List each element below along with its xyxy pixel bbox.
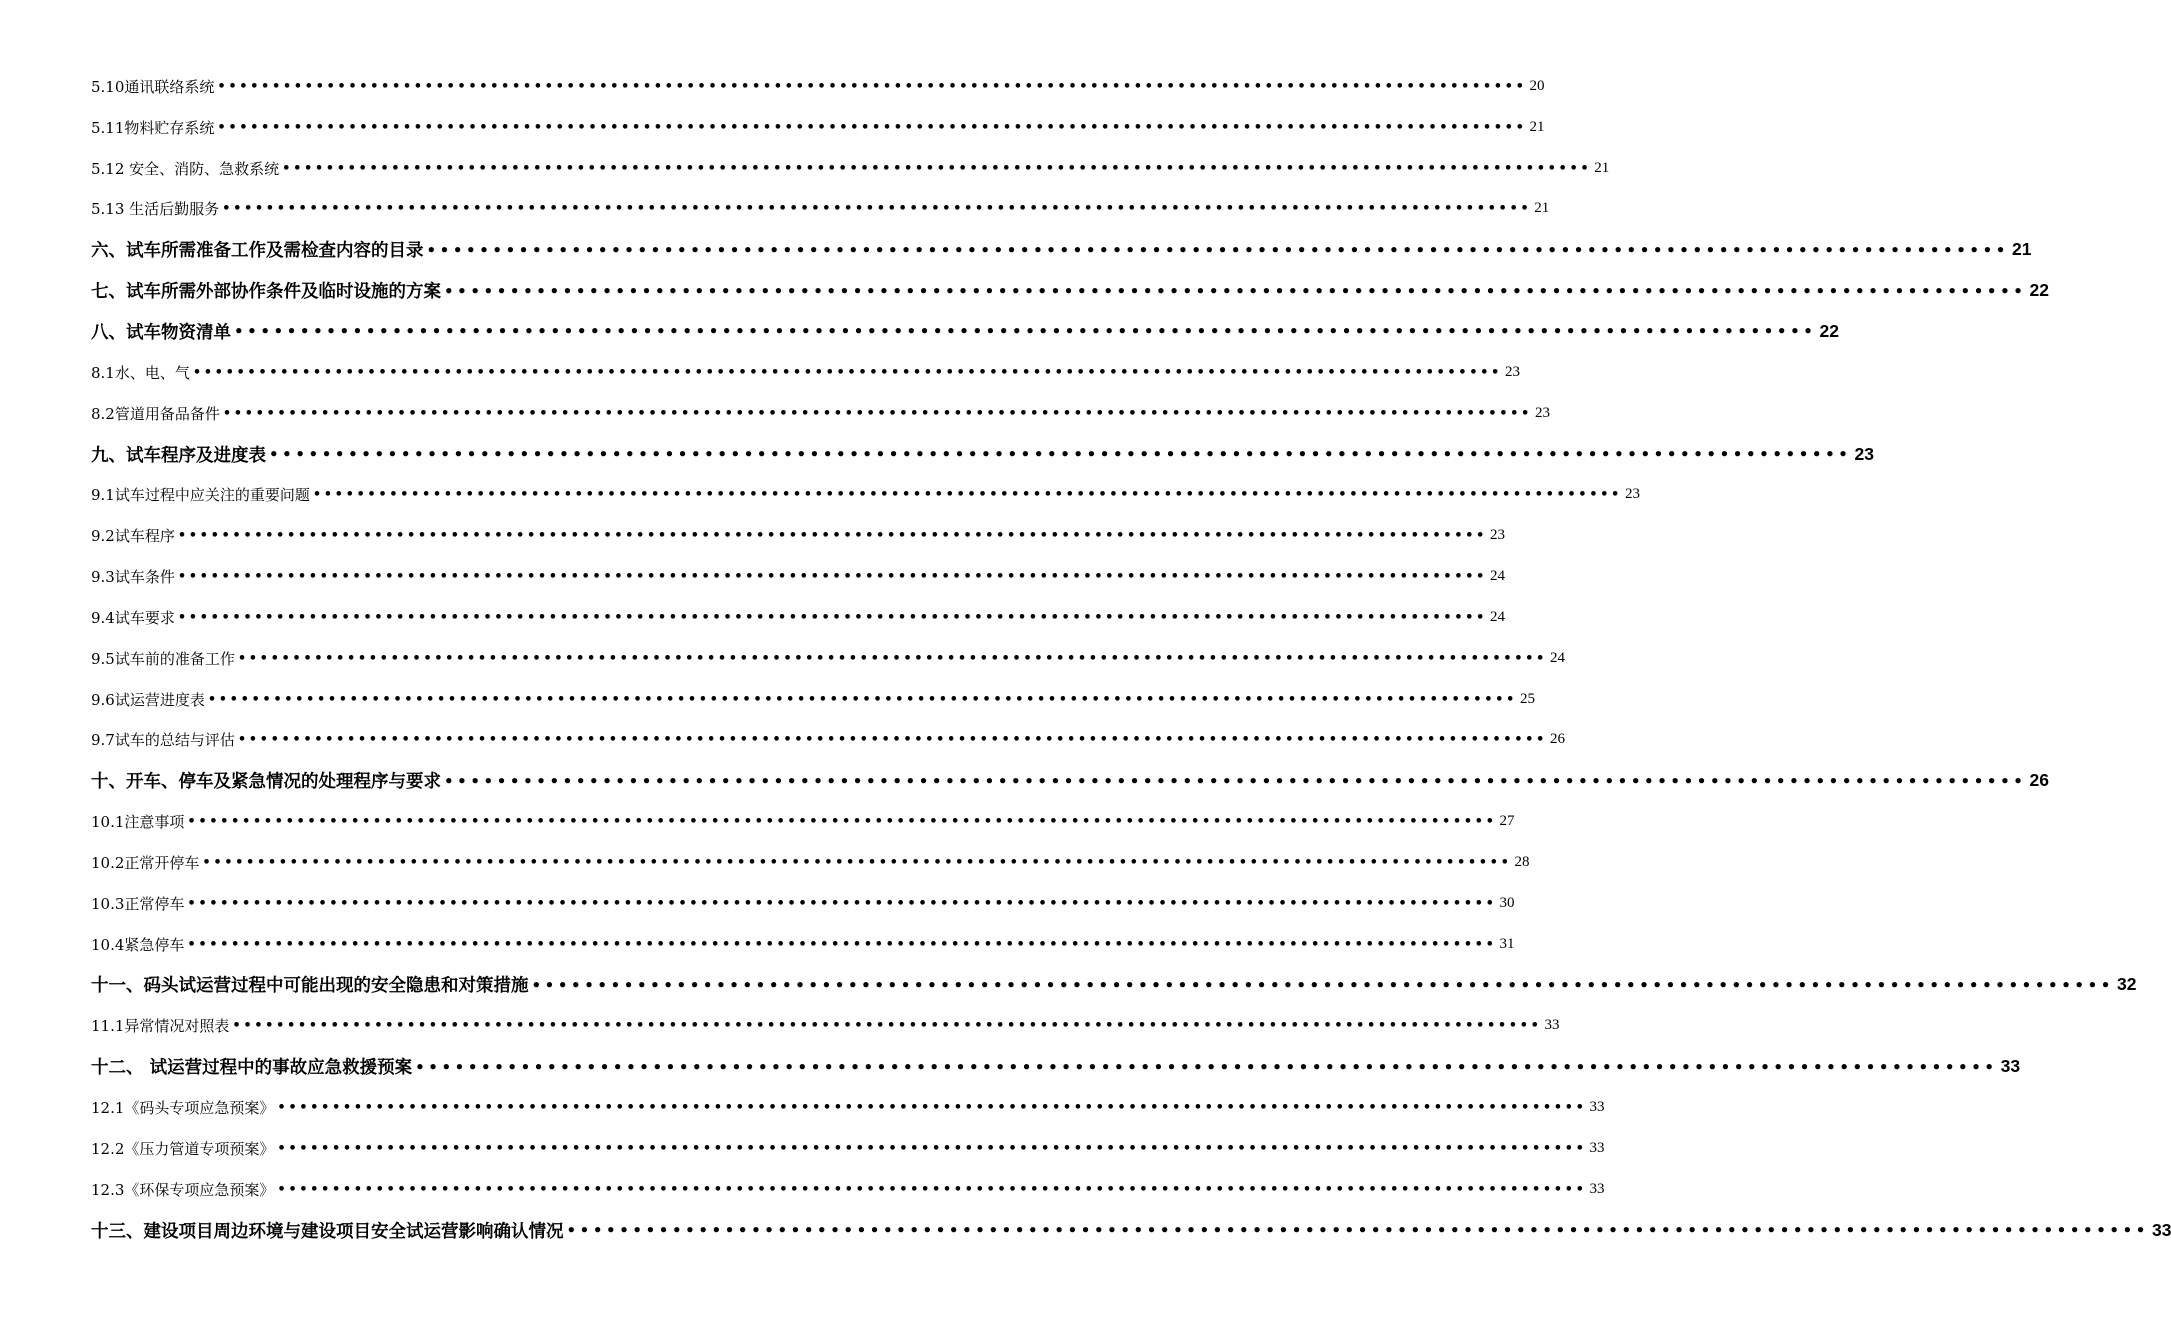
toc-entry-title: 9.1试车过程中应关注的重要问题 (91, 486, 310, 505)
toc-entry[interactable] (91, 1128, 1605, 1169)
toc-entry-page-number: 33 (1589, 1099, 1605, 1116)
toc-entry-title: 8.1水、电、气 (91, 363, 190, 382)
toc-entry-title: 10.2正常开停车 (91, 853, 200, 872)
toc-dot-leader: •••••••••••••••••••••••••••••••••••••••••••••••••••••••••••••••••••••••••••••••••••••••••••••••••••••••••••••••••••••••• (277, 1100, 1587, 1116)
toc-entry-title: 9.6试运营进度表 (91, 690, 205, 709)
toc-entry-page-number: 24 (1489, 568, 1505, 585)
toc-entry-title: 十二、 试运营过程中的事故应急救援预案 (91, 1058, 413, 1079)
toc-entry[interactable] (91, 760, 2049, 801)
toc-entry-title: 9.2试车程序 (91, 527, 175, 546)
toc-entry[interactable] (91, 474, 1640, 515)
toc-dot-leader: •••••••••••••••••••••••••••••••••••••••••••••••••••••••••••••••••••••••••••••••••••••••••••••••••••••••••••••••••••••••• (426, 240, 2009, 259)
toc-entry-title: 七、试车所需外部协作条件及临时设施的方案 (91, 282, 441, 303)
toc-dot-leader: •••••••••••••••••••••••••••••••••••••••••••••••••••••••••••••••••••••••••••••••••••••••••••••••••••••••••••••••••••••••• (187, 936, 1497, 952)
toc-entry-page-number: 24 (1549, 649, 1565, 666)
toc-dot-leader: •••••••••••••••••••••••••••••••••••••••••••••••••••••••••••••••••••••••••••••••••••••••••••••••••••••••••••••••••••••••• (177, 609, 1487, 625)
toc-entry[interactable] (91, 842, 1530, 883)
toc-entry-page-number: 33 (1544, 1017, 1560, 1034)
toc-dot-leader: •••••••••••••••••••••••••••••••••••••••••••••••••••••••••••••••••••••••••••••••••••••••••••••••••••••••••••••••••••••••• (217, 119, 1527, 135)
toc-entry-page-number: 33 (1589, 1180, 1605, 1197)
toc-entry-page-number: 23 (1534, 404, 1550, 421)
toc-dot-leader: •••••••••••••••••••••••••••••••••••••••••••••••••••••••••••••••••••••••••••••••••••••••••••••••••••••••••••••••••••••••• (202, 854, 1512, 870)
toc-entry[interactable] (91, 189, 1550, 230)
toc-entry-page-number: 31 (1499, 935, 1515, 952)
toc-entry-page-number: 25 (1519, 690, 1535, 707)
toc-entry-page-number: 21 (2012, 239, 2032, 260)
toc-dot-leader: •••••••••••••••••••••••••••••••••••••••••••••••••••••••••••••••••••••••••••••••••••••••••••••••••••••••••••••••••••••••• (269, 445, 1852, 464)
toc-dot-leader: •••••••••••••••••••••••••••••••••••••••••••••••••••••••••••••••••••••••••••••••••••••••••••••••••••••••••••••••••••••••• (234, 322, 1817, 341)
toc-dot-leader: •••••••••••••••••••••••••••••••••••••••••••••••••••••••••••••••••••••••••••••••••••••••••••••••••••••••••••••••••••••••• (444, 281, 2027, 300)
toc-entry[interactable] (91, 434, 1874, 475)
toc-entry-title: 12.2《压力管道专项预案》 (91, 1139, 275, 1158)
toc-entry[interactable] (91, 1210, 2171, 1251)
toc-entry-title: 5.13 生活后勤服务 (91, 200, 220, 219)
toc-dot-leader: •••••••••••••••••••••••••••••••••••••••••••••••••••••••••••••••••••••••••••••••••••••••••••••••••••••••••••••••••••••••• (277, 1181, 1587, 1197)
toc-dot-leader: •••••••••••••••••••••••••••••••••••••••••••••••••••••••••••••••••••••••••••••••••••••••••••••••••••••••••••••••••••••••• (222, 405, 1532, 421)
toc-entry-page-number: 23 (1624, 486, 1640, 503)
toc-entry-page-number: 30 (1499, 894, 1515, 911)
toc-dot-leader: •••••••••••••••••••••••••••••••••••••••••••••••••••••••••••••••••••••••••••••••••••••••••••••••••••••••••••••••••••••••• (566, 1221, 2149, 1240)
toc-entry-page-number: 23 (1854, 443, 1874, 464)
toc-entry-title: 十一、码头试运营过程中可能出现的安全隐患和对策措施 (91, 976, 529, 997)
toc-entry-page-number: 23 (1504, 363, 1520, 380)
toc-entry-title: 十、开车、停车及紧急情况的处理程序与要求 (91, 772, 441, 793)
toc-entry-title: 10.1注意事项 (91, 813, 185, 832)
toc-entry[interactable] (91, 311, 1839, 352)
toc-entry[interactable] (91, 883, 1515, 924)
toc-dot-leader: •••••••••••••••••••••••••••••••••••••••••••••••••••••••••••••••••••••••••••••••••••••••••••••••••••••••••••••••••••••••• (415, 1057, 1998, 1076)
toc-entry-title: 9.3试车条件 (91, 568, 175, 587)
toc-entry[interactable] (91, 1169, 1605, 1210)
toc-entry-page-number: 23 (1489, 527, 1505, 544)
toc-entry-title: 5.10通讯联络系统 (91, 77, 215, 96)
toc-entry[interactable] (91, 924, 1515, 965)
toc-entry-title: 9.4试车要求 (91, 608, 175, 627)
toc-entry-page-number: 22 (2029, 280, 2049, 301)
toc-entry-title: 9.7试车的总结与评估 (91, 731, 235, 750)
toc-entry-page-number: 27 (1499, 813, 1515, 830)
toc-entry[interactable] (91, 270, 2049, 311)
toc-entry[interactable] (91, 1005, 1560, 1046)
toc-entry-page-number: 21 (1534, 200, 1550, 217)
toc-dot-leader: •••••••••••••••••••••••••••••••••••••••••••••••••••••••••••••••••••••••••••••••••••••••••••••••••••••••••••••••••••••••• (282, 160, 1592, 176)
toc-entry-title: 5.11物料贮存系统 (91, 118, 215, 137)
toc-entry[interactable] (91, 393, 1550, 434)
toc-entry[interactable] (91, 229, 2032, 270)
toc-entry[interactable] (91, 107, 1545, 148)
toc-entry-page-number: 33 (2000, 1056, 2021, 1077)
toc-entry-page-number: 21 (1594, 159, 1610, 176)
toc-dot-leader: •••••••••••••••••••••••••••••••••••••••••••••••••••••••••••••••••••••••••••••••••••••••••••••••••••••••••••••••••••••••• (187, 895, 1497, 911)
toc-entry-title: 八、试车物资清单 (91, 322, 231, 343)
toc-entry-title: 六、试车所需准备工作及需检查内容的目录 (91, 241, 424, 262)
toc-entry[interactable] (91, 66, 1545, 107)
toc-entry[interactable] (91, 352, 1520, 393)
toc-dot-leader: •••••••••••••••••••••••••••••••••••••••••••••••••••••••••••••••••••••••••••••••••••••••••••••••••••••••••••••••••••••••• (232, 1018, 1542, 1034)
toc-dot-leader: •••••••••••••••••••••••••••••••••••••••••••••••••••••••••••••••••••••••••••••••••••••••••••••••••••••••••••••••••••••••• (237, 650, 1547, 666)
toc-dot-leader: •••••••••••••••••••••••••••••••••••••••••••••••••••••••••••••••••••••••••••••••••••••••••••••••••••••••••••••••••••••••• (312, 487, 1622, 503)
toc-dot-leader: •••••••••••••••••••••••••••••••••••••••••••••••••••••••••••••••••••••••••••••••••••••••••••••••••••••••••••••••••••••••• (237, 732, 1547, 748)
toc-dot-leader: •••••••••••••••••••••••••••••••••••••••••••••••••••••••••••••••••••••••••••••••••••••••••••••••••••••••••••••••••••••••• (177, 528, 1487, 544)
toc-dot-leader: •••••••••••••••••••••••••••••••••••••••••••••••••••••••••••••••••••••••••••••••••••••••••••••••••••••••••••••••••••••••• (444, 771, 2027, 790)
toc-entry[interactable] (91, 720, 1565, 761)
toc-dot-leader: •••••••••••••••••••••••••••••••••••••••••••••••••••••••••••••••••••••••••••••••••••••••••••••••••••••••••••••••••••••••• (217, 78, 1527, 94)
toc-dot-leader: •••••••••••••••••••••••••••••••••••••••••••••••••••••••••••••••••••••••••••••••••••••••••••••••••••••••••••••••••••••••• (207, 691, 1517, 707)
toc-entry-title: 11.1异常情况对照表 (91, 1017, 230, 1036)
table-of-contents (91, 66, 2171, 1250)
toc-entry-title: 十三、建设项目周边环境与建设项目安全试运营影响确认情况 (91, 1221, 564, 1242)
toc-entry[interactable] (91, 638, 1565, 679)
toc-dot-leader: •••••••••••••••••••••••••••••••••••••••••••••••••••••••••••••••••••••••••••••••••••••••••••••••••••••••••••••••••••••••• (531, 975, 2114, 994)
toc-entry-page-number: 32 (2117, 974, 2137, 995)
toc-entry[interactable] (91, 515, 1505, 556)
toc-entry[interactable] (91, 148, 1610, 189)
toc-entry-title: 12.1《码头专项应急预案》 (91, 1099, 275, 1118)
toc-dot-leader: •••••••••••••••••••••••••••••••••••••••••••••••••••••••••••••••••••••••••••••••••••••••••••••••••••••••••••••••••••••••• (277, 1140, 1587, 1156)
toc-dot-leader: •••••••••••••••••••••••••••••••••••••••••••••••••••••••••••••••••••••••••••••••••••••••••••••••••••••••••••••••••••••••• (187, 814, 1497, 830)
toc-entry-title: 5.12 安全、消防、急救系统 (91, 159, 280, 178)
toc-entry-title: 9.5试车前的准备工作 (91, 649, 235, 668)
toc-entry[interactable] (91, 679, 1535, 720)
toc-entry[interactable] (91, 801, 1515, 842)
toc-entry-page-number: 26 (2029, 770, 2049, 791)
toc-entry-page-number: 26 (1549, 731, 1565, 748)
toc-entry-title: 12.3《环保专项应急预案》 (91, 1180, 275, 1199)
toc-entry-page-number: 28 (1514, 853, 1530, 870)
toc-entry-title: 8.2管道用备品备件 (91, 404, 220, 423)
toc-dot-leader: •••••••••••••••••••••••••••••••••••••••••••••••••••••••••••••••••••••••••••••••••••••••••••••••••••••••••••••••••••••••• (192, 364, 1502, 380)
toc-entry-page-number: 22 (1819, 320, 1839, 341)
toc-entry-page-number: 33 (1589, 1139, 1605, 1156)
toc-dot-leader: •••••••••••••••••••••••••••••••••••••••••••••••••••••••••••••••••••••••••••••••••••••••••••••••••••••••••••••••••••••••• (177, 569, 1487, 585)
toc-entry-page-number: 21 (1529, 118, 1545, 135)
toc-entry[interactable] (91, 965, 2137, 1006)
toc-entry-page-number: 33 (2152, 1219, 2171, 1240)
toc-entry-title: 10.4紧急停车 (91, 935, 185, 954)
toc-entry-title: 九、试车程序及进度表 (91, 445, 266, 466)
toc-entry-page-number: 24 (1489, 608, 1505, 625)
toc-entry[interactable] (91, 1046, 2021, 1087)
toc-entry[interactable] (91, 1087, 1605, 1128)
toc-entry[interactable] (91, 556, 1505, 597)
toc-dot-leader: •••••••••••••••••••••••••••••••••••••••••••••••••••••••••••••••••••••••••••••••••••••••••••••••••••••••••••••••••••••••• (222, 201, 1532, 217)
toc-entry-page-number: 20 (1529, 77, 1545, 94)
toc-entry-title: 10.3正常停车 (91, 894, 185, 913)
toc-entry[interactable] (91, 597, 1505, 638)
